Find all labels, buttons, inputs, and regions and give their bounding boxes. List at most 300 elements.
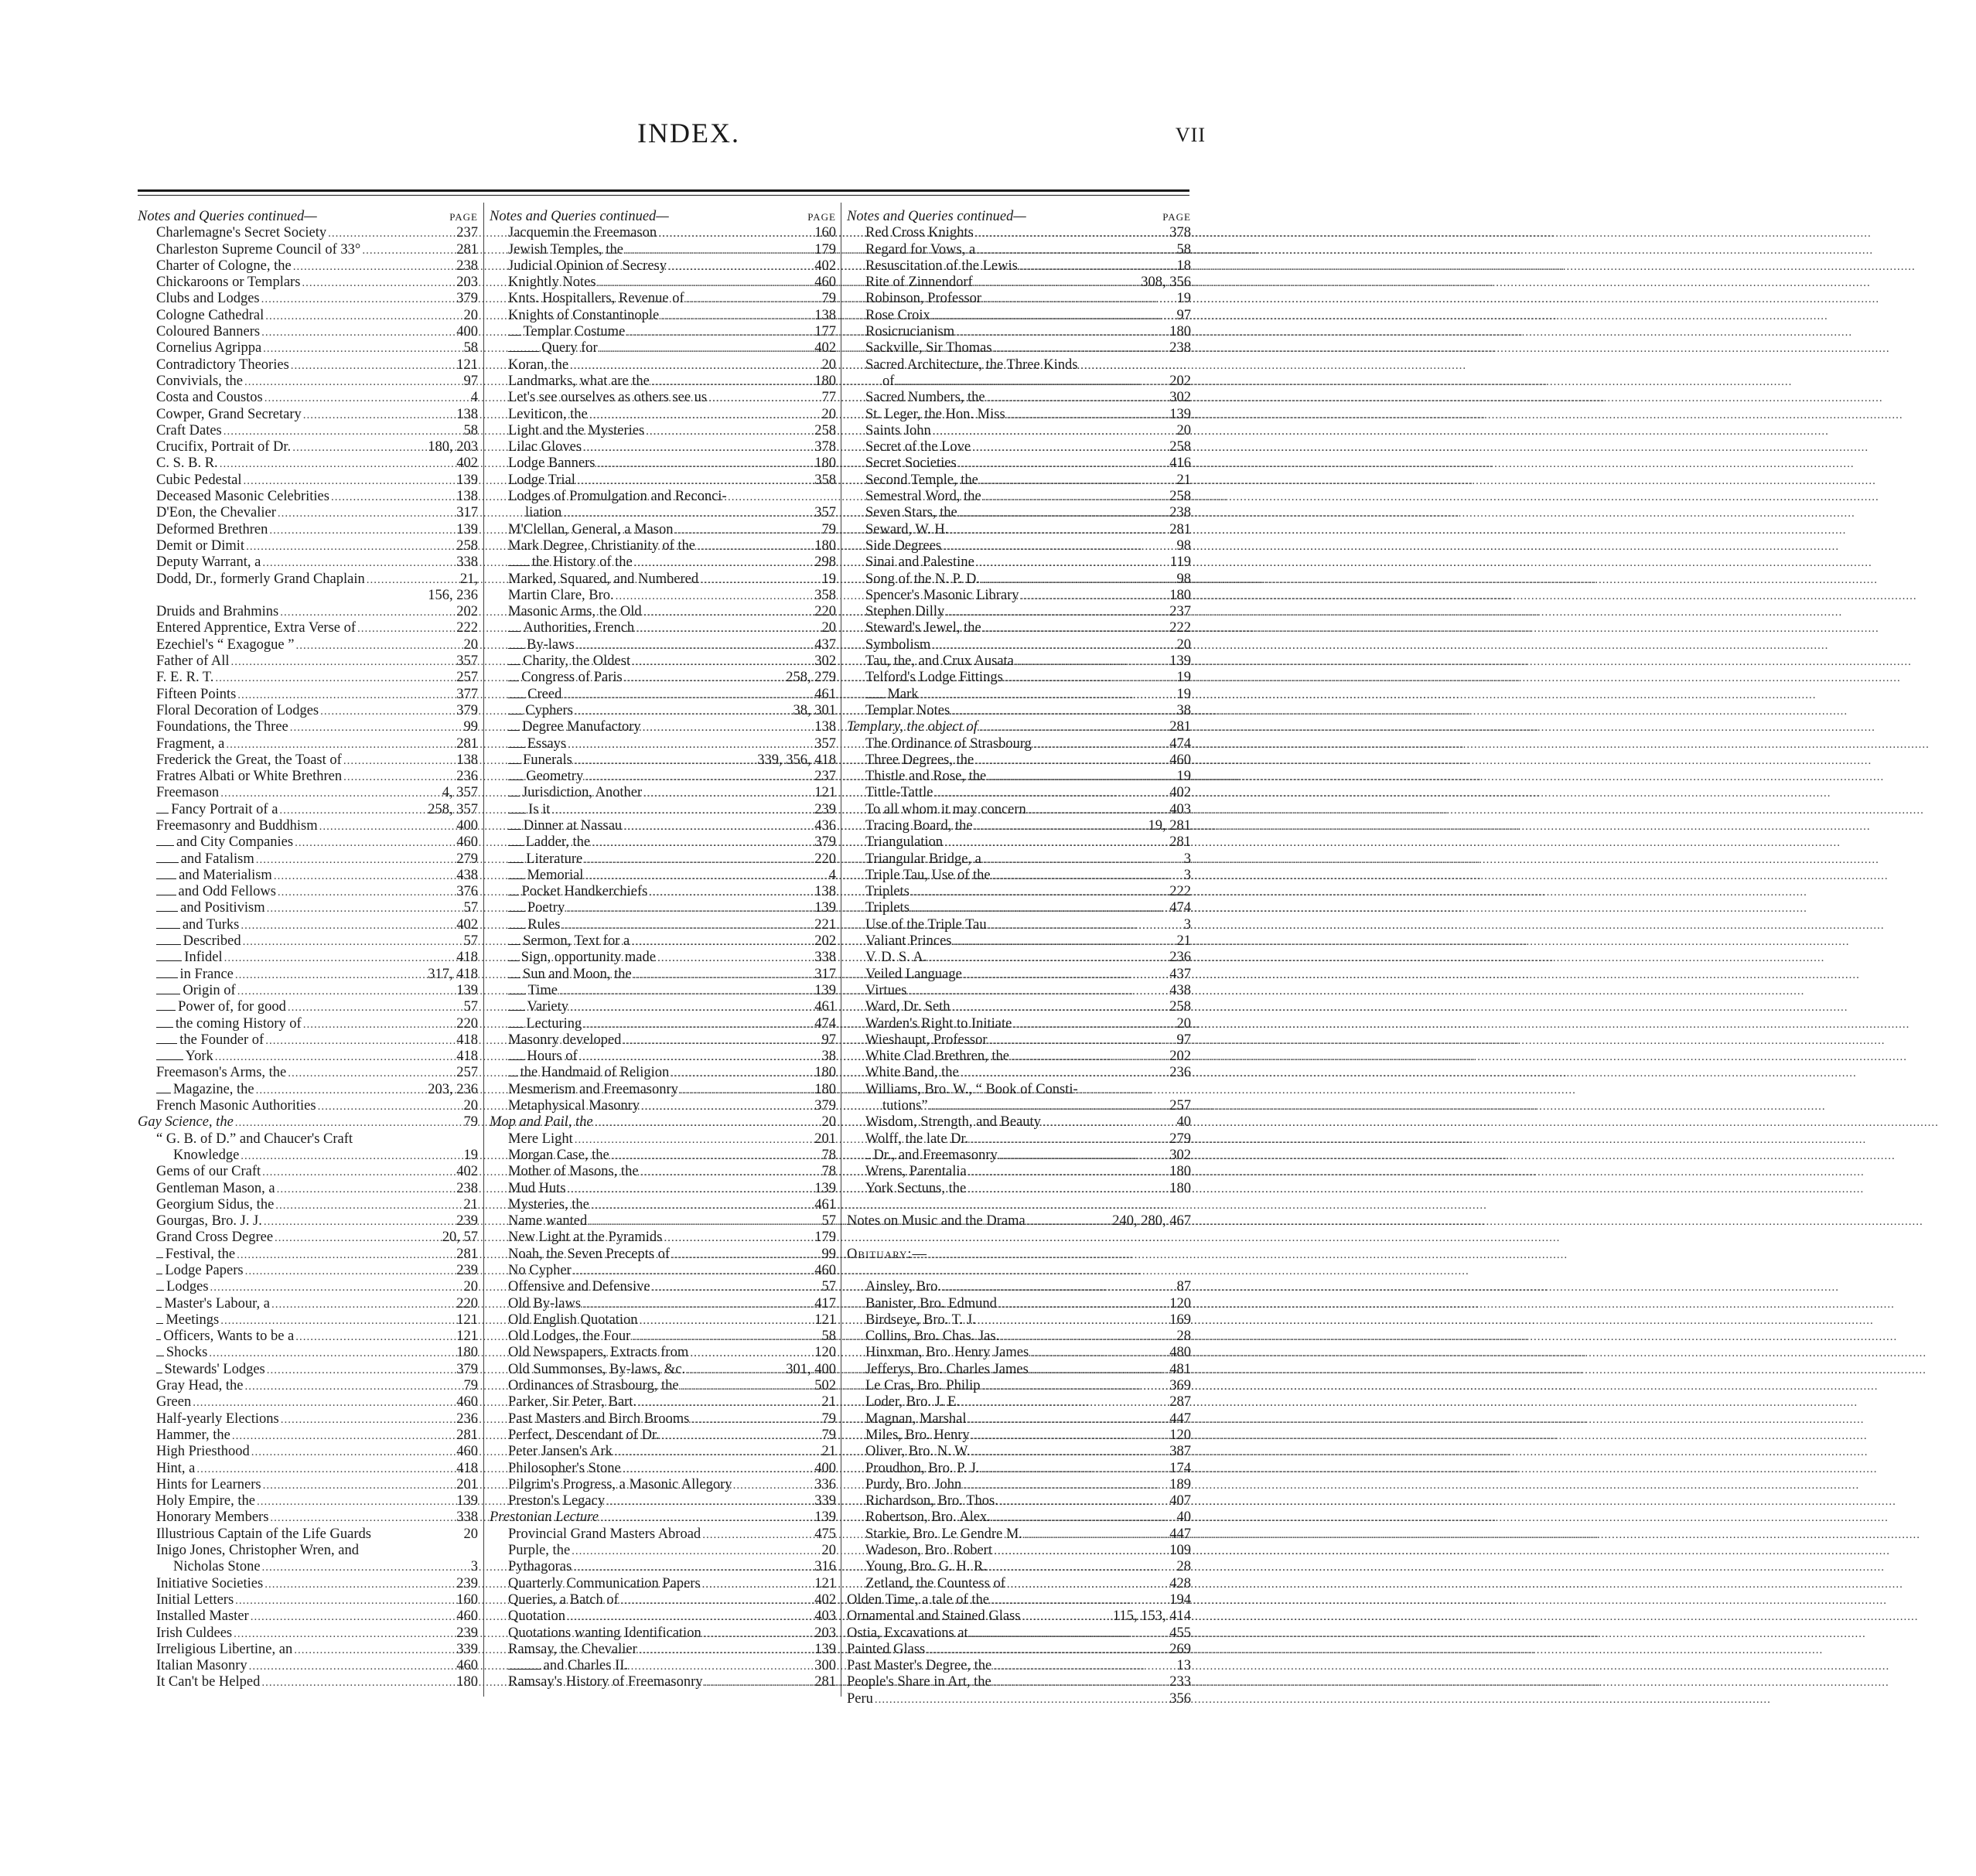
entry-text (508, 1345, 688, 1361)
entry-text (183, 917, 240, 933)
page-ref: 257 (456, 670, 478, 686)
page-ref: 179 (814, 1230, 836, 1246)
entry-text (508, 390, 707, 406)
index-entry (138, 785, 478, 801)
ditto-dash (508, 631, 520, 632)
entry-text (865, 604, 944, 620)
ditto-dash (156, 944, 181, 945)
leader-dots (1003, 670, 1176, 687)
leader-dots (264, 1033, 455, 1049)
entry-title: the Handmaid of Religion (520, 1065, 670, 1081)
leader-dots (981, 489, 1169, 506)
entry-title: Gentleman Mason, a (156, 1180, 275, 1196)
entry-title: Metaphysical Masonry (508, 1098, 640, 1114)
index-entry (138, 1213, 478, 1230)
entry-title: Pilgrim's Progress, a Masonic Allegory (508, 1476, 732, 1492)
header-rule-thin (138, 195, 1189, 196)
entry-title: Sinai and Palestine (865, 554, 974, 571)
entry-title: Cubic Pedestal (156, 472, 242, 488)
index-entry (847, 769, 1191, 785)
entry-text (156, 752, 342, 769)
entry-text (508, 439, 582, 455)
index-entry (847, 1576, 1191, 1592)
page-ref: 20 (821, 1114, 836, 1131)
page-ref: 40 (1176, 1114, 1191, 1131)
index-entry (490, 687, 836, 703)
leader-dots (589, 1198, 813, 1214)
page-ref: 436 (814, 817, 836, 834)
leader-dots (650, 374, 813, 391)
entry-text (527, 736, 566, 752)
index-entry (138, 1279, 478, 1295)
page-ref: 189 (1169, 1476, 1191, 1492)
entry-title: Lecturing (526, 1015, 582, 1032)
index-entry (847, 687, 1191, 703)
ditto-dash (156, 960, 182, 961)
entry-title: Deputy Warrant, a (156, 554, 261, 571)
leader-dots (254, 852, 456, 868)
page-ref: 180 (456, 1674, 478, 1690)
page-ref: 120 (1169, 1295, 1191, 1311)
entry-text (521, 884, 647, 900)
entry-text (508, 1543, 570, 1559)
index-entry (847, 324, 1191, 340)
page-ref: 402 (814, 258, 836, 274)
leader-dots (566, 1182, 814, 1198)
entry-text (865, 242, 975, 258)
leader-dots (243, 374, 462, 391)
leader-dots (207, 1346, 455, 1362)
page-ref: 98 (1176, 571, 1191, 587)
entry-title: Hours of (527, 1049, 578, 1065)
entry-title: People's Share in Art, the (847, 1674, 991, 1690)
entry-text (508, 1131, 573, 1148)
entry-title: Cologne Cathedral (156, 307, 264, 323)
entry-title: Convivials, the (156, 373, 244, 389)
index-entry (490, 983, 836, 999)
index-entry (490, 373, 836, 390)
entry-text (138, 1114, 234, 1131)
page-ref: 220 (456, 1295, 478, 1311)
index-entry (847, 1362, 1191, 1378)
index-entry (138, 620, 478, 636)
index-entry (138, 407, 478, 423)
leader-dots (260, 325, 455, 341)
index-entry (490, 242, 836, 258)
leader-dots (605, 1494, 813, 1510)
entry-text (508, 522, 673, 538)
entry-title: Olden Time, a tale of the (847, 1591, 989, 1608)
index-entry (138, 472, 478, 489)
index-entry (490, 571, 836, 588)
index-entry (490, 258, 836, 275)
page-ref: 97 (821, 1032, 836, 1048)
page-ref: 119 (1169, 554, 1191, 571)
entry-text (508, 1444, 613, 1460)
entry-title: D'Eon, the Chevalier (156, 505, 276, 521)
page-ref: 287 (1169, 1394, 1191, 1410)
entry-text (156, 1592, 234, 1608)
entry-text (508, 1674, 703, 1690)
page-ref: 28 (1176, 1329, 1191, 1345)
leader-dots (695, 539, 813, 555)
entry-text (527, 687, 561, 703)
page-ref: 302 (814, 653, 836, 670)
index-entry (847, 900, 1191, 916)
entry-text (865, 1444, 970, 1460)
entry-title: Knightly Notes (508, 275, 596, 291)
page-ref: 379 (456, 291, 478, 307)
entry-title: It Can't be Helped (156, 1674, 261, 1690)
index-entry (847, 439, 1191, 455)
leader-dots (630, 654, 813, 670)
leader-dots (234, 967, 426, 984)
leader-dots (1019, 588, 1169, 605)
entry-title: Freemasonry and Buddhism (156, 817, 318, 834)
entry-title: York (185, 1049, 213, 1065)
page-ref: 20, 57 (442, 1230, 478, 1246)
entry-title: Old English Quotation (508, 1311, 638, 1328)
ditto-dash (508, 813, 526, 814)
leader-dots (980, 572, 1175, 588)
index-entry (847, 1509, 1191, 1526)
leader-dots (991, 1675, 1168, 1691)
index-entry (138, 340, 478, 356)
page-ref: 4, 357 (442, 785, 478, 801)
entry-title: Hinxman, Bro. Henry James (865, 1345, 1029, 1361)
entry-text (156, 637, 294, 653)
leader-dots (873, 1692, 1168, 1708)
index-column-2 (490, 209, 836, 1691)
index-entry (138, 357, 478, 373)
leader-dots (272, 868, 455, 885)
leader-dots (928, 1099, 1169, 1115)
entry-text (156, 489, 329, 505)
entry-title: Ward, Dr. Seth (865, 999, 950, 1015)
page-ref: 180 (456, 1345, 478, 1361)
index-entry (490, 1230, 836, 1246)
page-ref: 403 (1169, 801, 1191, 817)
page-ref: 400 (456, 817, 478, 834)
ditto-dash (508, 829, 521, 830)
entry-text (527, 637, 575, 653)
entry-title: Seward, W. H. (865, 521, 949, 537)
entry-text (156, 1411, 279, 1427)
index-entry (847, 407, 1191, 423)
leader-dots (906, 984, 1168, 1000)
page-ref: 221 (814, 916, 836, 933)
leader-dots (707, 391, 820, 407)
page-ref: 20 (821, 1543, 836, 1559)
index-entry (138, 522, 478, 538)
page-ref: 138 (456, 752, 478, 768)
page-ref: 201 (456, 1476, 478, 1492)
page-ref: 460 (814, 1263, 836, 1278)
entry-title: Templar Costume (523, 324, 626, 340)
entry-title: Rosicrucianism (865, 324, 955, 340)
entry-text (526, 1016, 582, 1032)
leader-dots (250, 1445, 455, 1461)
index-entry (847, 1296, 1191, 1312)
entry-title: Charter of Cologne, the (156, 258, 292, 274)
entry-text (865, 291, 981, 307)
page-ref: 237 (456, 225, 478, 241)
entry-title: Painted Glass (847, 1641, 926, 1657)
leader-dots (986, 769, 1175, 786)
entry-text (865, 950, 927, 966)
index-entry (138, 1082, 478, 1098)
entry-text (508, 1247, 670, 1263)
index-entry (138, 1263, 478, 1279)
index-entry (847, 472, 1191, 489)
ditto-dash (508, 763, 520, 764)
entry-title: Williams, Bro. W., “ Book of Consti- (865, 1081, 1078, 1097)
entry-text (865, 983, 906, 999)
leader-dots (1026, 803, 1168, 819)
leader-dots (275, 1182, 456, 1198)
index-entry (138, 653, 478, 670)
index-entry (138, 1181, 478, 1197)
entry-title: Frederick the Great, the Toast of (156, 752, 342, 768)
page-ref: 236 (456, 1410, 478, 1427)
entry-text (508, 538, 695, 554)
entry-text (156, 653, 230, 670)
leader-dots (641, 720, 814, 736)
page-ref: 239 (814, 801, 836, 817)
index-entry (138, 687, 478, 703)
page-ref: 281 (456, 241, 478, 258)
page-ref: 258 (1169, 439, 1191, 455)
leader-dots (980, 1462, 1169, 1478)
ditto-dash (508, 730, 520, 731)
entry-title: Cornelius Agrippa (156, 340, 262, 356)
entry-title: in France (179, 966, 234, 982)
page-ref: 474 (814, 1015, 836, 1032)
index-entry (847, 1543, 1191, 1559)
page-ref: 418 (456, 1049, 478, 1065)
entry-text (164, 1296, 270, 1312)
page-ref: 38 (821, 1049, 836, 1065)
entry-title: Resuscitation of the Lewis (865, 258, 1018, 274)
page-ref: 338 (814, 950, 836, 966)
entry-title: the coming History of (175, 1015, 302, 1032)
leader-dots (218, 456, 456, 472)
leader-dots (644, 424, 813, 440)
leader-dots (966, 1182, 1168, 1198)
leader-dots (978, 720, 1168, 736)
page-ref: 38, 301 (793, 702, 836, 718)
ditto-dash (508, 1027, 524, 1028)
entry-title: Mark Degree, Christianity of the (508, 537, 695, 554)
leader-dots (255, 1494, 455, 1510)
leader-dots (678, 1083, 813, 1099)
entry-title: Lilac Gloves (508, 439, 582, 455)
index-entry (138, 1427, 478, 1444)
index-entry (490, 999, 836, 1015)
entry-text (156, 785, 219, 801)
page-ref: 99 (463, 719, 478, 735)
entry-text (156, 1394, 191, 1410)
page-ref: 20 (463, 1526, 478, 1542)
entry-text (156, 670, 213, 686)
entry-title: Master's Labour, a (164, 1295, 270, 1311)
entry-title: Nicholas Stone (173, 1559, 261, 1575)
index-entry (847, 785, 1191, 801)
ditto-dash (508, 335, 521, 336)
index-entry (847, 373, 1191, 390)
entry-text (183, 933, 241, 950)
leader-dots (991, 1510, 1176, 1526)
page-ref: 402 (1169, 785, 1191, 801)
leader-dots (667, 259, 813, 275)
page-ref: 79 (821, 1410, 836, 1427)
entry-title: Irish Culdees (156, 1625, 233, 1641)
page-ref: 400 (814, 1460, 836, 1476)
entry-title: Dinner at Nassau (523, 817, 623, 834)
entry-text (520, 1065, 670, 1081)
page-ref: 239 (456, 1575, 478, 1591)
leader-dots (621, 1462, 814, 1478)
entry-title: Lodge Trial (508, 472, 575, 488)
entry-text (865, 1411, 967, 1427)
entry-text (865, 967, 962, 983)
leader-dots (573, 1132, 814, 1148)
index-entry (138, 719, 478, 735)
entry-text (156, 571, 365, 588)
page-ref: 58 (821, 1329, 836, 1345)
index-entry (847, 225, 1191, 241)
page-ref: 21 (1176, 933, 1191, 950)
index-entry (138, 1016, 478, 1032)
entry-title: Fancy Portrait of a (171, 801, 278, 817)
entry-text (865, 752, 974, 769)
entry-title: Ezechiel's “ Exagogue ” (156, 636, 295, 653)
page-ref: 222 (1169, 884, 1191, 900)
leader-dots (619, 1593, 813, 1609)
index-entry (847, 522, 1191, 538)
index-entry (847, 291, 1191, 307)
index-entry (490, 308, 836, 324)
page-column-label: PAGE (807, 211, 836, 223)
entry-title: Described (183, 933, 241, 950)
entry-text (508, 1625, 701, 1642)
entry-title: Knts. Hospitallers, Revenue of (508, 291, 684, 307)
index-entry (847, 1312, 1191, 1329)
entry-text (138, 209, 317, 225)
leader-dots (230, 654, 456, 670)
entry-text (865, 1049, 1009, 1065)
leader-dots (265, 1363, 456, 1379)
entry-title: Tittle-Tattle (865, 785, 933, 801)
entry-title: Richardson, Bro. Thos. (865, 1493, 998, 1509)
index-entry (138, 1658, 478, 1674)
index-entry (490, 653, 836, 670)
page-ref: 79 (821, 291, 836, 307)
entry-text (156, 1658, 247, 1674)
index-entry (138, 1114, 478, 1131)
leader-dots (961, 1478, 1168, 1494)
entry-text (508, 588, 614, 604)
entry-text (865, 588, 1019, 604)
leader-dots (587, 1214, 820, 1230)
entry-text (181, 851, 254, 868)
entry-text (173, 1148, 239, 1164)
entry-title: Old Newspapers, Extracts from (508, 1345, 689, 1361)
entry-text (508, 291, 684, 307)
index-entry (847, 1559, 1191, 1575)
entry-text (521, 950, 656, 966)
index-entry (490, 423, 836, 439)
index-entry (138, 1197, 478, 1213)
page-ref: 481 (1169, 1361, 1191, 1377)
entry-text (156, 455, 218, 472)
entry-title: Jewish Temples, the (508, 241, 623, 258)
entry-title: Charleston Supreme Council of 33° (156, 241, 361, 258)
entry-title: Shocks (166, 1345, 208, 1361)
entry-text (176, 834, 293, 851)
leader-dots (234, 1593, 455, 1609)
ditto-dash (508, 747, 525, 748)
entry-text (508, 1427, 660, 1444)
column-heading (138, 209, 478, 225)
entry-text (865, 225, 974, 241)
page-ref: 121 (456, 356, 478, 373)
entry-text (522, 719, 641, 735)
index-entry (490, 1049, 836, 1065)
leader-dots (232, 1626, 455, 1642)
page-ref: 79 (463, 1378, 478, 1394)
entry-title: By-laws (527, 636, 575, 653)
entry-text (847, 1691, 873, 1707)
entry-text (156, 1642, 292, 1658)
index-entry (490, 1345, 836, 1361)
page-ref: 437 (814, 636, 836, 653)
index-entry (847, 1114, 1191, 1131)
index-entry (847, 258, 1191, 275)
index-entry (490, 1526, 836, 1543)
leader-dots (596, 275, 814, 292)
entry-text (865, 439, 971, 455)
entry-title: Past Master's Degree, the (847, 1658, 992, 1674)
index-entry (847, 275, 1191, 291)
page-ref: 201 (814, 1131, 836, 1147)
page-ref: 139 (814, 1509, 836, 1526)
index-entry (490, 1296, 836, 1312)
entry-title: Gay Science, the (138, 1114, 234, 1131)
entry-title: Hints for Learners (156, 1476, 261, 1492)
index-entry (138, 834, 478, 851)
entry-text (847, 1592, 989, 1608)
entry-text (166, 1279, 208, 1295)
entry-title: Funerals (523, 752, 572, 768)
page-ref: 238 (456, 1180, 478, 1196)
index-entry (847, 242, 1191, 258)
index-entry (138, 324, 478, 340)
entry-text (163, 1329, 294, 1345)
entry-title: Crucifix, Portrait of Dr. (156, 439, 292, 455)
page-ref: 339 (456, 1641, 478, 1657)
leader-dots (944, 605, 1168, 621)
entry-text (865, 802, 1026, 818)
index-entry (138, 1312, 478, 1329)
leader-dots (943, 835, 1168, 851)
page-ref: 139 (814, 982, 836, 998)
page-ref: 222 (1169, 620, 1191, 636)
entry-text (156, 373, 243, 390)
entry-text (865, 390, 985, 406)
entry-title: Infidel (184, 950, 223, 966)
index-entry (138, 1477, 478, 1493)
